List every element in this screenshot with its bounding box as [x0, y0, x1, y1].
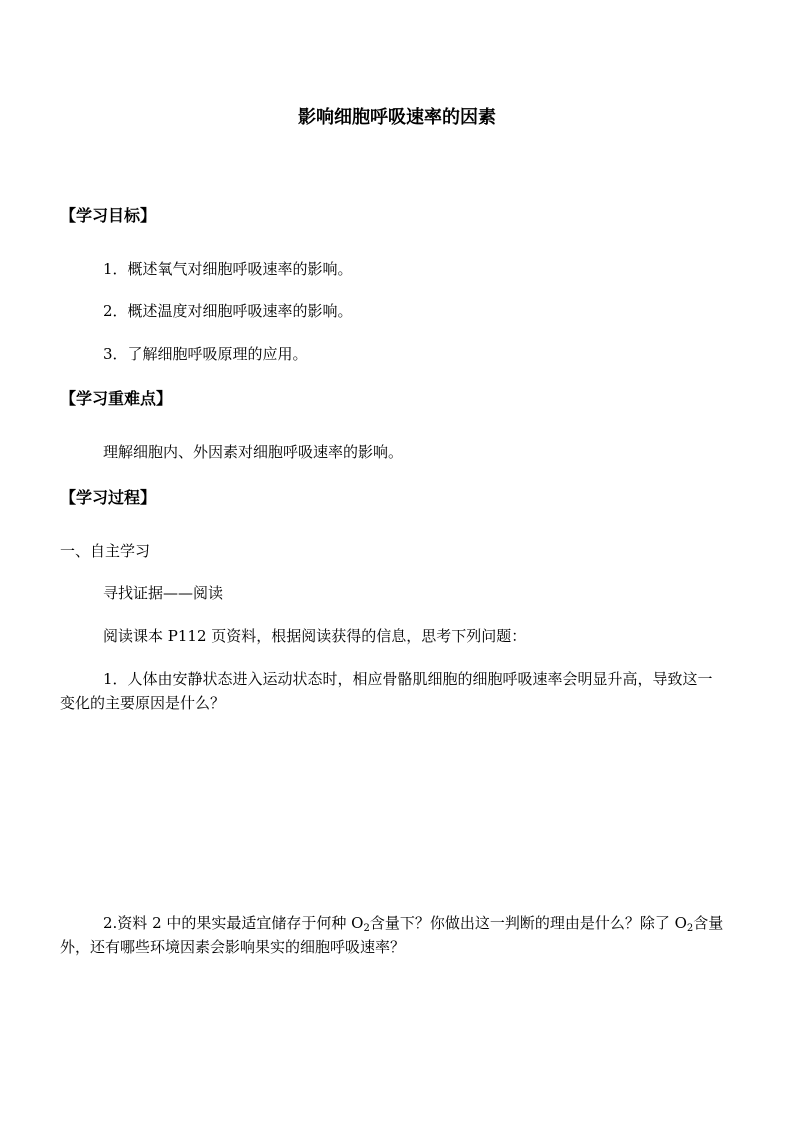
section-self-study: 一、自主学习: [60, 542, 151, 560]
question-2-text-part3: 含量外，还有哪些环境因素会影响果实的细胞呼吸速率？: [60, 914, 724, 956]
objectives-heading: 【学习目标】: [60, 206, 157, 225]
question-2-subscript-2: 2: [686, 923, 694, 934]
question-1-text: 1．人体由安静状态进入运动状态时，相应骨骼肌细胞的细胞呼吸速率会明显升高，导致这一变化的主要原因是什么？: [60, 670, 713, 712]
page-title: 影响细胞呼吸速率的因素: [298, 107, 496, 128]
question-2-text-part1: 2.资料 2 中的果实最适宜储存于何种 O: [103, 914, 364, 932]
reading-instruction: 阅读课本 P112 页资料，根据阅读获得的信息，思考下列问题：: [103, 627, 527, 645]
key-points-heading: 【学习重难点】: [60, 389, 173, 408]
process-heading: 【学习过程】: [60, 488, 157, 507]
key-points-text: 理解细胞内、外因素对细胞呼吸速率的影响。: [103, 443, 404, 461]
question-2-subscript-1: 2: [363, 923, 370, 934]
objective-item-2: 2．概述温度对细胞呼吸速率的影响。: [103, 302, 353, 320]
question-1: [60, 667, 724, 715]
question-2: [60, 911, 724, 959]
objective-item-3: 3．了解细胞呼吸原理的应用。: [103, 345, 308, 363]
question-2-text-part2: 含量下？你做出这一判断的理由是什么？除了 O: [369, 914, 687, 932]
objective-item-1: 1．概述氧气对细胞呼吸速率的影响。: [103, 260, 353, 278]
subsection-reading: 寻找证据——阅读: [103, 584, 224, 602]
